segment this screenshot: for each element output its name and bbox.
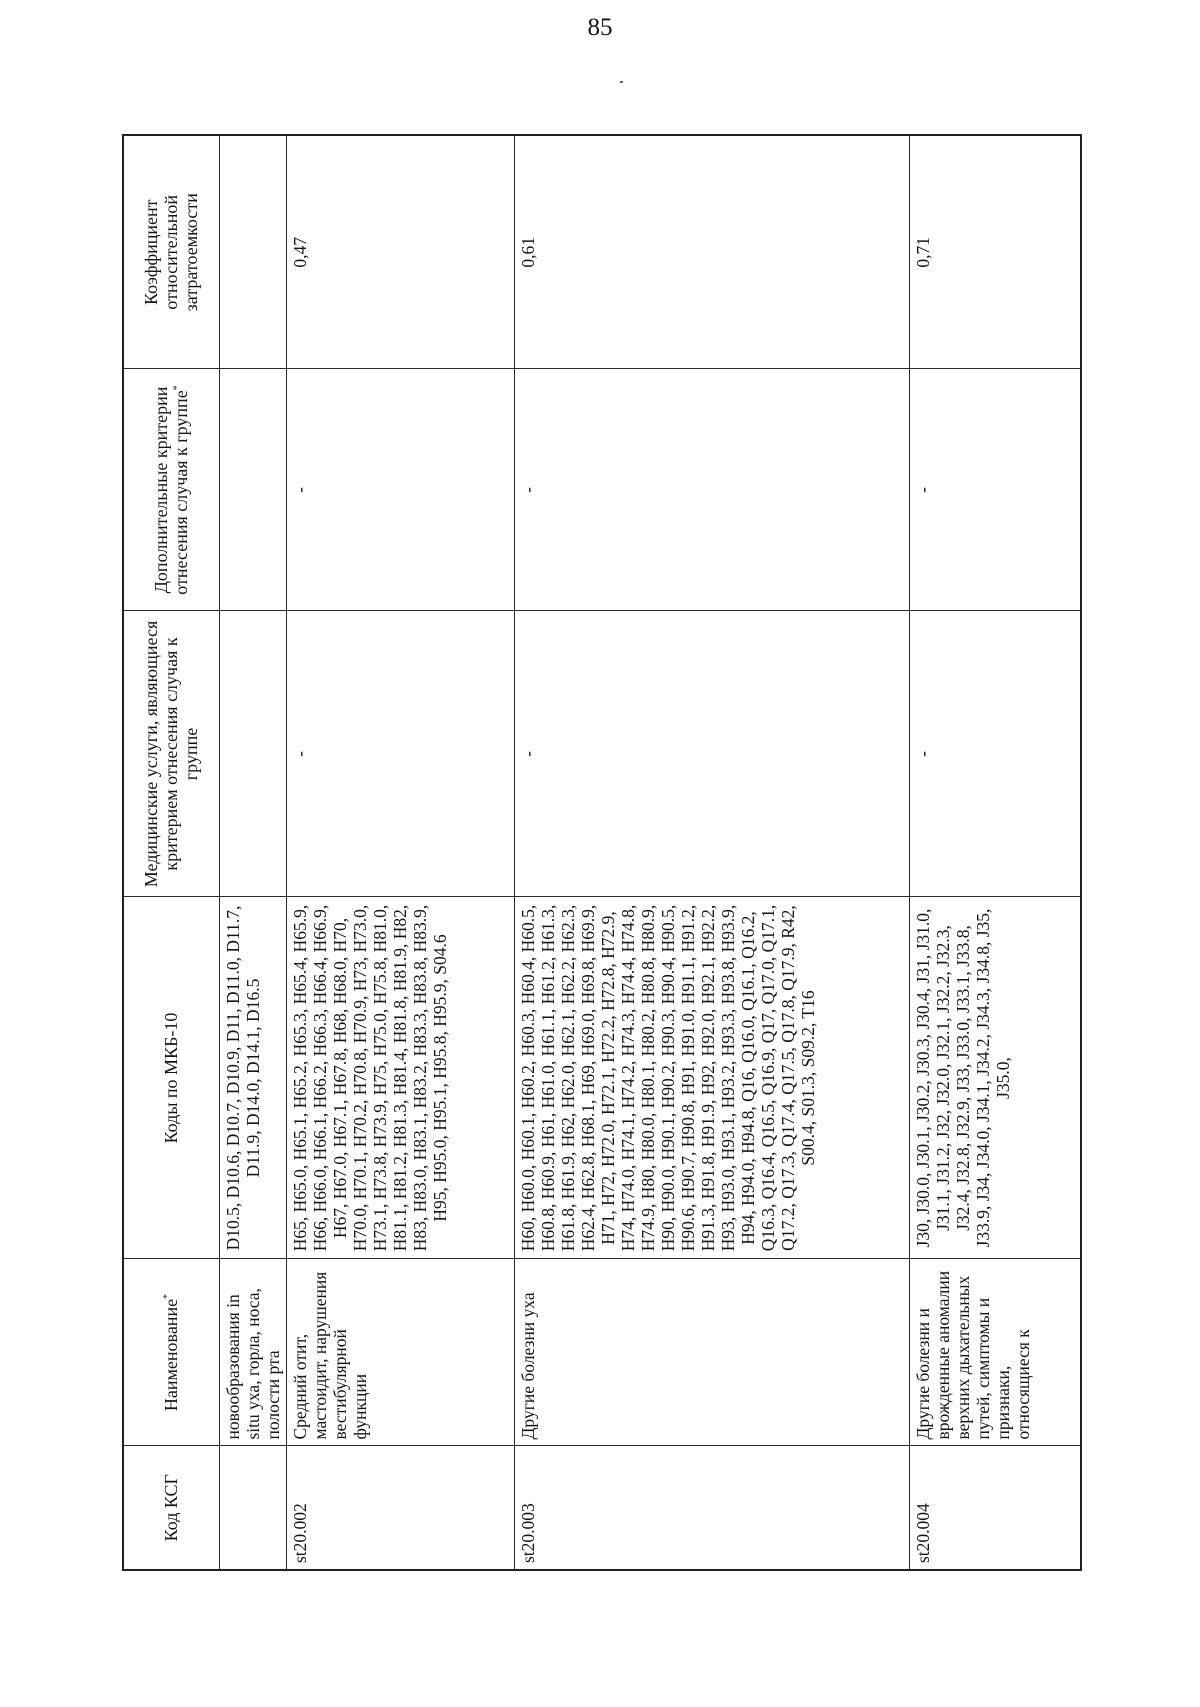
- cell-coefficient: [219, 136, 286, 369]
- footnote-mark: *: [172, 385, 184, 391]
- ksg-table-frame: [122, 134, 1082, 1571]
- cell-code: st20.002: [286, 1446, 514, 1569]
- table-row: [909, 136, 1080, 1569]
- cell-icd-codes: J30, J30.0, J30.1, J30.2, J30.3, J30.4, J31, J31.0, J31.1, J31.2, J32, J32.0, J32.1, J32.2, J32.3, J32.4, J32.8, J32.9, J33, J33.0, J33.1, J33.8, J33.9, J34, J34.0, J34.1, J34.2, J34.3, J34.8, J35, J35.0,: [909, 897, 1080, 1259]
- cell-code: st20.003: [514, 1446, 909, 1569]
- ksg-table: [124, 136, 1080, 1569]
- header-name: Наименование*: [124, 1259, 219, 1446]
- cell-code: [219, 1446, 286, 1569]
- header-coefficient: Коэффициент относительной затратоемкости: [124, 136, 219, 369]
- cell-criteria: -: [514, 369, 909, 611]
- cell-code: st20.004: [909, 1446, 1080, 1569]
- footnote-mark: *: [162, 1293, 174, 1299]
- cell-services: -: [286, 611, 514, 897]
- cell-services: -: [909, 611, 1080, 897]
- cell-name: Средний отит, мастоидит, нарушения вестибулярной функции: [286, 1259, 514, 1446]
- cell-coefficient: 0,71: [909, 136, 1080, 369]
- table-row: [286, 136, 514, 1569]
- header-icd: Коды по МКБ-10: [124, 897, 219, 1259]
- cell-icd-codes: H60, H60.0, H60.1, H60.2, H60.3, H60.4, H60.5, H60.8, H60.9, H61, H61.0, H61.1, H61.2, H61.3, H61.8, H61.9, H62, H62.0, H62.1, H62.2, H62.3, H62.4, H62.8, H68.1, H69, H69.0, H69.8, H69.9, H71, H72, H72.0, H72.1, H72.2, H72.8, H72.9, H74, H74.0, H74.1, H74.2, H74.3, H74.4, H74.8, H74.9, H80, H80.0, H80.1, H80.2, H80.8, H80.9, H90, H90.0, H90.1, H90.2, H90.3, H90.4, H90.5, H90.6, H90.7, H90.8, H91, H91.0, H91.1, H91.2, H91.3, H91.8, H91.9, H92, H92.0, H92.1, H92.2, H93, H93.0, H93.1, H93.2, H93.3, H93.8, H93.9, H94, H94.0, H94.8, Q16, Q16.0, Q16.1, Q16.2, Q16.3, Q16.4, Q16.5, Q16.9, Q17, Q17.0, Q17.1, Q17.2, Q17.3, Q17.4, Q17.5, Q17.8, Q17.9, R42, S00.4, S01.3, S09.2, T16: [514, 897, 909, 1259]
- header-code: Код КСГ: [124, 1446, 219, 1569]
- cell-coefficient: 0,61: [514, 136, 909, 369]
- cell-icd-codes: D10.5, D10.6, D10.7, D10.9, D11, D11.0, D11.7, D11.9, D14.0, D14.1, D16.5: [219, 897, 286, 1259]
- page-number: 85: [587, 14, 613, 41]
- table-row: [219, 136, 286, 1569]
- cell-criteria: [219, 369, 286, 611]
- header-services: Медицинские услуги, являющиеся критерием отнесения случая к группе: [124, 611, 219, 897]
- cell-services: -: [514, 611, 909, 897]
- table-row: [514, 136, 909, 1569]
- header-criteria: Дополнительные критерии отнесения случая к группе*: [124, 369, 219, 611]
- cell-services: [219, 611, 286, 897]
- scan-speck: [620, 81, 623, 83]
- table-header-row: [124, 136, 219, 1569]
- cell-criteria: -: [909, 369, 1080, 611]
- cell-name: Другие болезни уха: [514, 1259, 909, 1446]
- cell-coefficient: 0,47: [286, 136, 514, 369]
- cell-criteria: -: [286, 369, 514, 611]
- cell-name: Другие болезни и врожденные аномалии верхних дыхательных путей, симптомы и признаки, относящиеся к: [909, 1259, 1080, 1446]
- cell-name: новообразования in situ уха, горла, носа, полости рта: [219, 1259, 286, 1446]
- cell-icd-codes: H65, H65.0, H65.1, H65.2, H65.3, H65.4, H65.9, H66, H66.0, H66.1, H66.2, H66.3, H66.4, H66.9, H67, H67.0, H67.1, H67.8, H68, H68.0, H70, H70.0, H70.1, H70.2, H70.8, H70.9, H73, H73.0, H73.1, H73.8, H73.9, H75, H75.0, H75.8, H81.0, H81.1, H81.2, H81.3, H81.4, H81.8, H81.9, H82, H83, H83.0, H83.1, H83.2, H83.3, H83.8, H83.9, H95, H95.0, H95.1, H95.8, H95.9, S04.6: [286, 897, 514, 1259]
